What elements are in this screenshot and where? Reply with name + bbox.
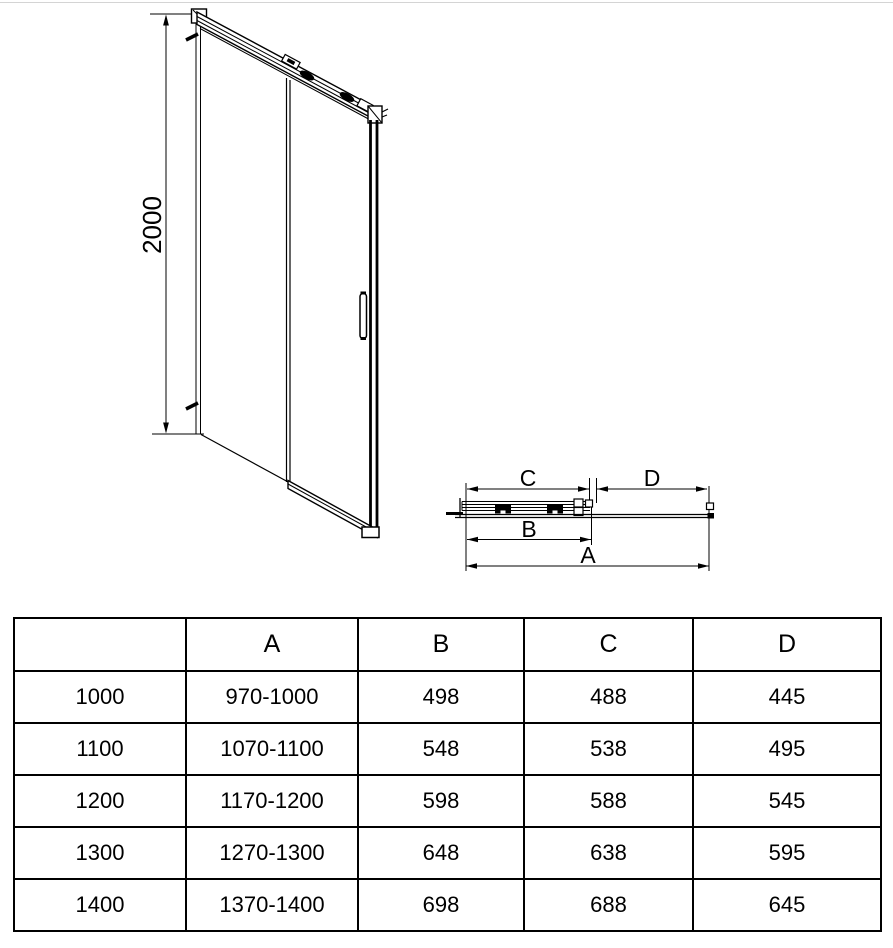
top-rail <box>197 12 380 123</box>
table-cell: 538 <box>524 723 693 775</box>
table-row <box>14 879 881 931</box>
table-cell: 1370-1400 <box>186 879 358 931</box>
table-header-row <box>14 618 881 671</box>
table-cell: 688 <box>524 879 693 931</box>
header-a: A <box>186 618 358 671</box>
dimension-a <box>466 542 709 569</box>
table-cell: 648 <box>358 827 524 879</box>
table-cell: 638 <box>524 827 693 879</box>
bottom-right-foot <box>362 527 379 538</box>
header-d: D <box>693 618 881 671</box>
table-cell: 545 <box>693 775 881 827</box>
dim-arrow-down <box>163 423 169 434</box>
table-cell: 488 <box>524 671 693 723</box>
table-cell: 970-1000 <box>186 671 358 723</box>
table-cell: 598 <box>358 775 524 827</box>
height-dimension-label: 2000 <box>137 196 167 254</box>
dimension-b <box>467 516 591 542</box>
top-view-drawing <box>446 465 714 571</box>
table-cell: 445 <box>693 671 881 723</box>
junction-profile-top <box>574 499 583 507</box>
table-cell: 1300 <box>14 827 186 879</box>
table-cell: 498 <box>358 671 524 723</box>
panel-end-cap <box>708 513 715 519</box>
header-size <box>14 618 186 671</box>
right-rail <box>371 120 378 532</box>
table-cell: 1000 <box>14 671 186 723</box>
dim-c-label: C <box>519 465 537 491</box>
junction-block <box>586 500 593 507</box>
door-handle <box>360 292 367 341</box>
plan-roller-2 <box>547 504 563 514</box>
table-row <box>14 723 881 775</box>
table-cell: 595 <box>693 827 881 879</box>
dim-d-label: D <box>643 465 661 491</box>
header-b: B <box>358 618 524 671</box>
plan-roller-1 <box>495 504 511 514</box>
table-cell: 548 <box>358 723 524 775</box>
table-cell: 645 <box>693 879 881 931</box>
table-row <box>14 775 881 827</box>
table-cell: 1270-1300 <box>186 827 358 879</box>
table-cell: 1400 <box>14 879 186 931</box>
table-cell: 1070-1100 <box>186 723 358 775</box>
header-c: C <box>524 618 693 671</box>
dimension-d <box>597 465 707 492</box>
dim-a-label: A <box>580 542 596 568</box>
panel-divider <box>287 78 291 484</box>
table-cell: 495 <box>693 723 881 775</box>
end-bracket <box>707 503 714 510</box>
dim-arrow-up <box>163 15 169 26</box>
table-cell: 698 <box>358 879 524 931</box>
table-row <box>14 671 881 723</box>
table-cell: 1100 <box>14 723 186 775</box>
dim-b-label: B <box>521 516 537 542</box>
table-row <box>14 827 881 879</box>
table-cell: 588 <box>524 775 693 827</box>
table-cell: 1200 <box>14 775 186 827</box>
dimension-c <box>467 465 589 492</box>
left-wall-profile <box>186 9 207 434</box>
plan-profile <box>446 498 714 519</box>
table-cell: 1170-1200 <box>186 775 358 827</box>
height-dimension <box>137 14 204 434</box>
front-view-drawing <box>137 9 388 538</box>
size-table <box>13 617 882 932</box>
